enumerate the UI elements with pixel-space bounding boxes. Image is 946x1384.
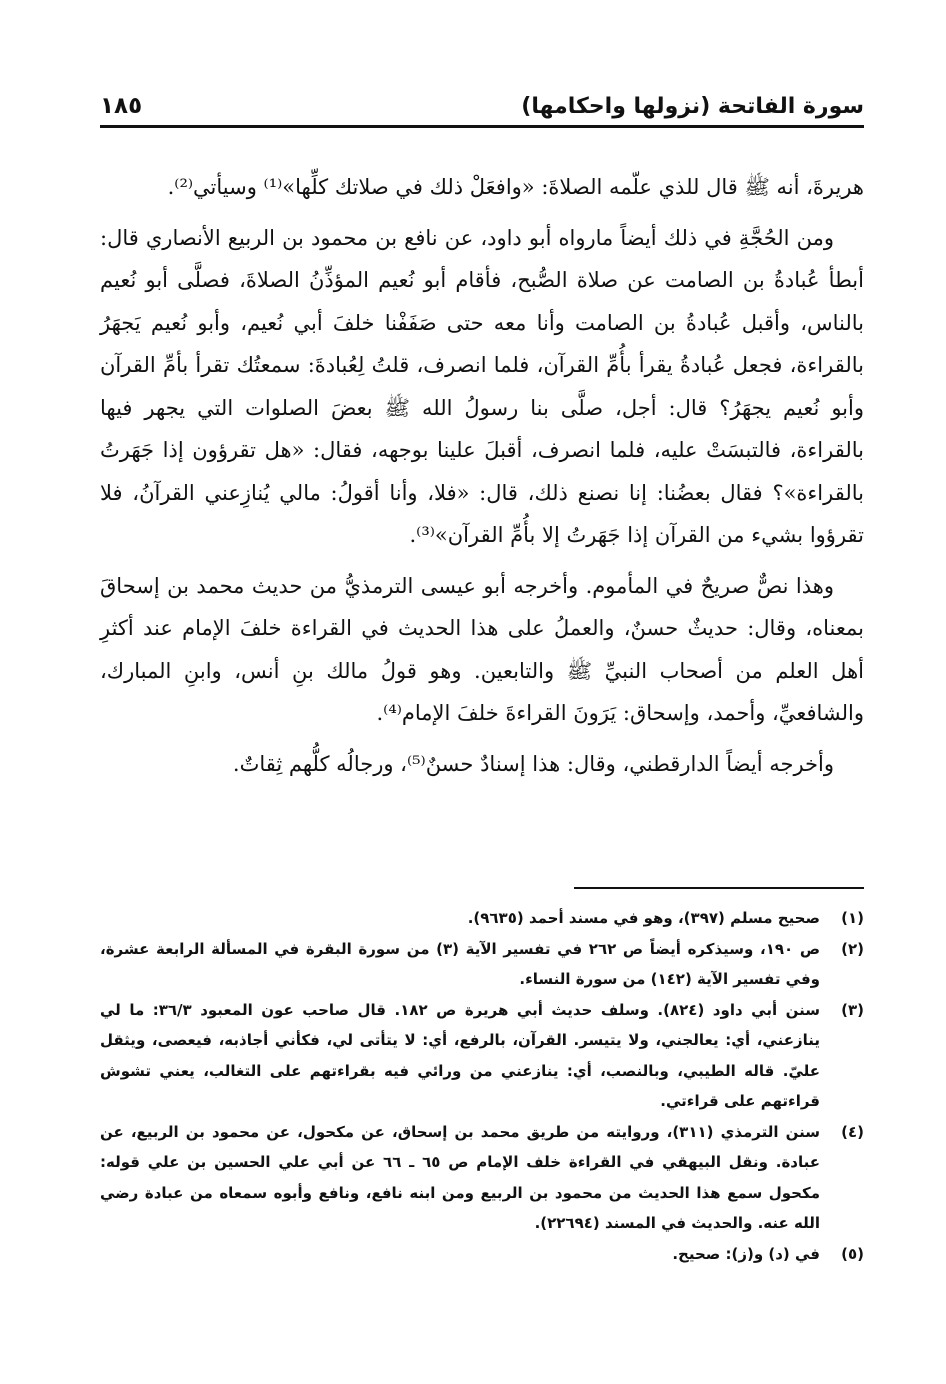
footnote-text: سنن الترمذي (٣١١)، وروايته من طريق محمد بن إسحاق، عن مكحول، عن محمود بن الربيع، عن عبادة. ونقل البيهقي في القراءة خلف الإمام ص ٦٥ ـ ٦٦ عن أبي علي الحسين بن علي قوله: مكحول سمع هذا الحديث من محمود بن الربيع ومن ابنه نافع، ونافع وأبوه سمعاه من عبادة رضي الله عنه. والحديث في المسند (٢٢٦٩٤). (100, 1122, 821, 1232)
paragraph: وأخرجه أيضاً الدارقطني، وقال: هذا إسنادٌ حسنٌ⁽⁵⁾، ورجالُه كلُّهم ثِقاتٌ. (232, 751, 834, 776)
paragraph: وهذا نصٌّ صريحٌ في المأموم. وأخرجه أبو عيسى الترمذيُّ من حديث محمد بن إسحاقَ بمعناه، وقال: حديثٌ حسنٌ، والعملُ على هذا الحديث في القراءة خلفَ الإمام عند أكثرِ أهل العلم من أصحاب النبيِّ ﷺ والتابعين. وهو قولُ مالك بنِ أنس، وابنِ المبارك، والشافعيِّ، وأحمد، وإسحاق: يَرَونَ القراءةَ خلفَ الإمام⁽⁴⁾. (100, 573, 864, 725)
main-text (100, 166, 864, 793)
footnote-number: (١) (841, 909, 864, 927)
footnote-divider (574, 887, 864, 889)
footnote-text: في (د) و(ز): صحيح. (672, 1244, 820, 1263)
footnote-text: سنن أبي داود (٨٢٤). وسلف حديث أبي هريرة ص ١٨٢. قال صاحب عون المعبود ٣٦/٣: ما لي ينازعني، أي: يعالجني، ولا يتيسر. القرآن، بالرفع، أي: لا يتأتى لي، فكأني أجاذبه، فيعصى، ويثقل عليّ. قاله الطيبي، وبالنصب، أي: ينازعني من ورائي فيه بقراءتهم على التغالب، يعني تشوش قراءتهم على قراءتي. (100, 1000, 820, 1110)
footnote-number: (٥) (841, 1244, 864, 1263)
footnote-text: ص ١٩٠، وسيذكره أيضاً ص ٢٦٢ في تفسير الآية (٣) من سورة البقرة في المسألة الرابعة عشرة، وفي تفسير الآية (١٤٢) من سورة النساء. (100, 939, 820, 988)
page-header (100, 88, 864, 128)
paragraph: هريرةَ، أنه ﷺ قال للذي علّمه الصلاةَ: «وافعَلْ ذلك في صلاتك كلِّها»⁽¹⁾ وسيأتي⁽²⁾. (167, 175, 864, 199)
footnote-number: (٢) (841, 939, 864, 958)
footnote-text: صحيح مسلم (٣٩٧)، وهو في مسند أحمد (٩٦٣٥). (467, 909, 820, 927)
footnote (100, 1117, 864, 1239)
footnote (100, 934, 864, 995)
footnote (100, 903, 864, 934)
footnotes (100, 903, 864, 1269)
footnote (100, 995, 864, 1117)
paragraph: ومن الحُجَّةِ في ذلك أيضاً مارواه أبو داود، عن نافع بن محمود بن الربيع الأنصاري قال: أبطأ عُبادةُ بن الصامت عن صلاة الصُّبح، فأقام أبو نُعيم المؤذِّنُ الصلاةَ، فصلَّى أبو نُعيم بالناس، وأقبل عُبادةُ بن الصامت وأنا معه حتى صَفَفْنا خلفَ أبي نُعيم، وأبو نُعيم يَجهَرُ بالقراءة، فجعل عُبادةُ يقرأ بأُمِّ القرآن، فلما انصرف، قلتُ لِعُبادةَ: سمعتُك تقرأ بأمِّ القرآن وأبو نُعيم يجهَرُ؟ قال: أجل، صلَّى بنا رسولُ الله ﷺ بعضَ الصلوات التي يجهر فيها بالقراءة، فالتبسَتْ عليه، فلما انصرف، أقبلَ علينا بوجهه، فقال: «هل تقرؤون إذا جَهَرتُ بالقراءة»؟ فقال بعضُنا: إنا نصنع ذلك، قال: «فلا، وأنا أقولُ: مالي يُنازِعني القرآنُ، فلا تقرؤوا بشيء من القرآن إذا جَهَرتُ إلا بأُمِّ القرآن»⁽³⁾. (100, 225, 864, 547)
page-number: ١٨٥ (100, 93, 143, 119)
footnote (100, 1239, 864, 1270)
footnote-number: (٤) (841, 1122, 864, 1141)
footnote-number: (٣) (841, 1000, 864, 1019)
running-title: سورة الفاتحة (نزولها واحكامها) (521, 94, 864, 119)
